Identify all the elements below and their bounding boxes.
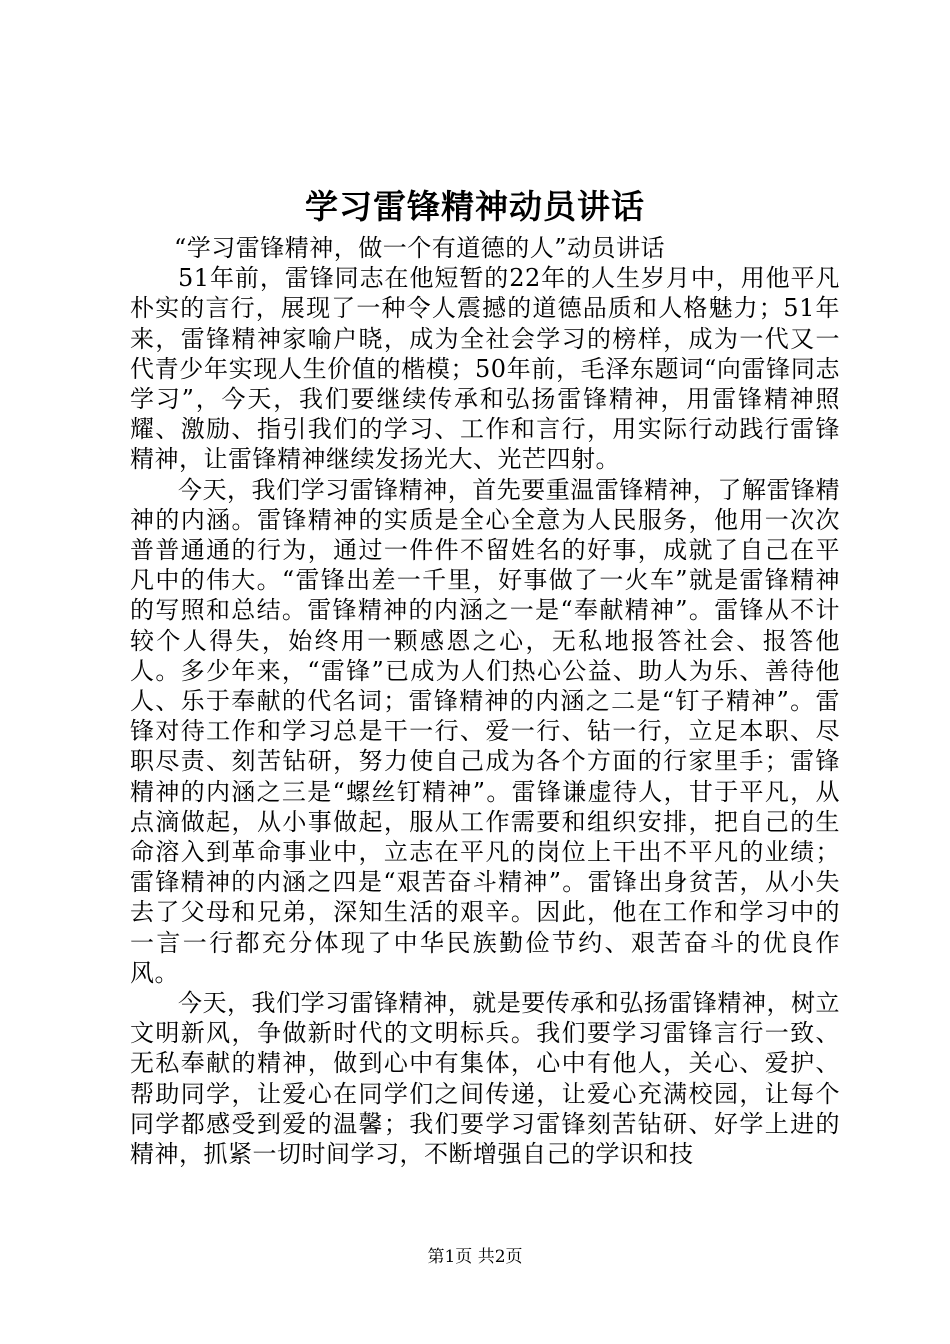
paragraph-1: 51年前，雷锋同志在他短暂的22年的人生岁月中，用他平凡朴实的言行，展现了一种令人震撼的道德品质和人格魅力；51年来，雷锋精神家喻户晓，成为全社会学习的榜样，成为一代又一代青少年实现人生价值的楷模；50年前，毛泽东题词“向雷锋同志学习”，今天，我们要继续传承和弘扬雷锋精神，用雷锋精神照耀、激励、指引我们的学习、工作和言行，用实际行动践行雷锋精神，让雷锋精神继续发扬光大、光芒四射。 bbox=[130, 264, 840, 474]
paragraph-2: 今天，我们学习雷锋精神，首先要重温雷锋精神，了解雷锋精神的内涵。雷锋精神的实质是全心全意为人民服务，他用一次次普普通通的行为，通过一件件不留姓名的好事，成就了自己在平凡中的伟大。“雷锋出差一千里，好事做了一火车”就是雷锋精神的写照和总结。雷锋精神的内涵之一是“奉献精神”。雷锋从不计较个人得失，始终用一颗感恩之心，无私地报答社会、报答他人。多少年来，“雷锋”已成为人们热心公益、助人为乐、善待他人、乐于奉献的代名词；雷锋精神的内涵之二是“钉子精神”。雷锋对待工作和学习总是干一行、爱一行、钻一行，立足本职、尽职尽责、刻苦钻研，努力使自己成为各个方面的行家里手；雷锋精神的内涵之三是“螺丝钉精神”。雷锋谦虚待人，甘于平凡，从点滴做起，从小事做起，服从工作需要和组织安排，把自己的生命溶入到革命事业中，立志在平凡的岗位上干出不平凡的业绩；雷锋精神的内涵之四是“艰苦奋斗精神”。雷锋出身贫苦，从小失去了父母和兄弟，深知生活的艰辛。因此，他在工作和学习中的一言一行都充分体现了中华民族勤俭节约、艰苦奋斗的优良作风。 bbox=[130, 475, 840, 987]
page-footer: 第1页 共2页 bbox=[427, 1247, 523, 1267]
document-subtitle: “学习雷锋精神，做一个有道德的人”动员讲话 bbox=[174, 234, 666, 262]
document-title: 学习雷锋精神动员讲话 bbox=[305, 187, 645, 226]
document-body bbox=[130, 233, 840, 1169]
paragraph-3: 今天，我们学习雷锋精神，就是要传承和弘扬雷锋精神，树立文明新风，争做新时代的文明标兵。我们要学习雷锋言行一致、无私奉献的精神，做到心中有集体，心中有他人，关心、爱护、帮助同学，让爱心在同学们之间传递，让爱心充满校园，让每个同学都感受到爱的温馨；我们要学习雷锋刻苦钻研、好学上进的精神，抓紧一切时间学习，不断增强自己的学识和技 bbox=[130, 989, 840, 1169]
